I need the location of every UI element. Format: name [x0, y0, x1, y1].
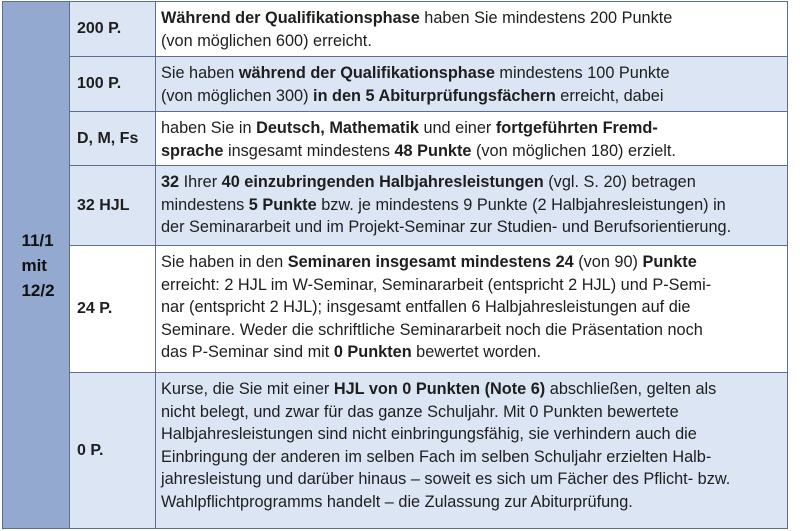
table-row — [70, 112, 787, 166]
text-line — [161, 171, 783, 194]
requirement-text — [156, 166, 787, 245]
text-segment: (von möglichen 180) erzielt. — [471, 141, 676, 160]
text-segment: Kurse, die Sie mit einer — [161, 380, 334, 398]
table-row — [70, 2, 787, 57]
requirement-text — [156, 112, 787, 165]
text-segment: abschließen, gelten als — [545, 380, 717, 398]
text-segment: nar (entspricht 2 HJL); insgesamt entfallen 6 Halbjahresleistungen auf die — [161, 298, 691, 316]
text-line — [161, 446, 783, 469]
text-segment: bewertet worden. — [411, 343, 542, 361]
bold-segment: Deutsch, Mathematik — [256, 119, 419, 137]
bold-segment: 48 Punkte — [394, 141, 472, 160]
text-line — [161, 341, 783, 364]
text-segment: (von möglichen 600) erreicht. — [161, 31, 372, 50]
text-segment: Einbringung der anderen im selben Fach im selben Schuljahr erzielten Halb- — [161, 447, 712, 466]
text-segment: Wahlpflichtprogramms handelt – die Zulassung zur Abiturprüfung. — [161, 492, 633, 511]
text-line — [161, 468, 783, 491]
text-segment: das P-Seminar sind mit — [161, 343, 334, 361]
table-row — [70, 166, 787, 246]
text-segment: insgesamt mindestens — [223, 141, 395, 160]
requirement-text — [156, 246, 787, 372]
text-segment: erreicht, dabei — [555, 86, 664, 105]
text-segment: Halbjahresleistungen sind nicht einbringungsfähig, sie verhindern auch die — [161, 425, 697, 443]
text-line — [161, 378, 783, 401]
requirement-key: 100 P. — [70, 57, 156, 111]
requirement-rows — [70, 2, 787, 528]
period-label — [17, 228, 54, 303]
text-line — [161, 274, 783, 297]
text-segment: mindestens 100 Punkte — [494, 64, 670, 82]
bold-segment: Punkte — [642, 253, 697, 271]
bold-segment: fortgeführten Fremd- — [495, 119, 658, 137]
table-row — [70, 57, 787, 112]
text-line — [161, 491, 783, 514]
text-segment: Seminare. Weder die schriftliche Seminararbeit noch die Präsentation noch — [161, 320, 703, 339]
requirement-key: D, M, Fs — [70, 112, 156, 165]
requirement-text — [156, 57, 787, 111]
text-line — [161, 85, 783, 108]
text-segment: Ihrer — [179, 173, 222, 191]
bold-segment: 5 Punkte — [248, 195, 317, 214]
requirement-key: 0 P. — [70, 373, 156, 528]
text-line — [161, 7, 783, 30]
text-segment: Sie haben — [161, 64, 239, 82]
text-line — [161, 30, 783, 53]
text-segment: erreicht: 2 HJL im W-Seminar, Seminararbeit (entspricht 2 HJL) und P-Semi- — [161, 275, 712, 294]
text-segment: (vgl. S. 20) betragen — [543, 173, 696, 191]
table-row — [70, 373, 787, 528]
text-segment: Sie haben in den — [161, 253, 288, 271]
bold-segment: Seminaren insgesamt mindestens 24 — [287, 253, 574, 271]
requirement-key: 32 HJL — [70, 166, 156, 245]
bold-segment: sprache — [161, 141, 224, 160]
text-segment: mindestens — [161, 195, 249, 214]
text-line — [161, 423, 783, 446]
text-segment: haben Sie in — [161, 119, 257, 137]
text-line — [161, 296, 783, 319]
period-label-line: 12/2 — [21, 280, 55, 300]
period-label-line: 11/1 — [21, 230, 54, 250]
bold-segment: 32 — [161, 173, 180, 191]
requirements-table — [2, 1, 788, 529]
text-segment: (von 90) — [573, 253, 643, 271]
requirement-key: 24 P. — [70, 246, 156, 372]
text-line — [161, 319, 783, 342]
text-segment: der Seminararbeit und im Projekt-Seminar zur Studien- und Berufsorientierung. — [161, 218, 732, 236]
text-line — [161, 401, 783, 424]
requirement-text — [156, 2, 787, 56]
text-segment: haben Sie mindestens 200 Punkte — [419, 9, 673, 27]
text-line — [161, 216, 783, 239]
table-row — [70, 246, 787, 373]
text-line — [161, 62, 783, 85]
text-line — [161, 194, 783, 217]
requirement-key: 200 P. — [70, 2, 156, 56]
period-label-line: mit — [21, 255, 47, 275]
bold-segment: während der Qualifikationsphase — [238, 64, 495, 82]
text-segment: bzw. je mindestens 9 Punkte (2 Halbjahresleistungen) in — [316, 195, 726, 214]
bold-segment: 40 einzubringenden Halbjahresleistungen — [221, 173, 544, 191]
bold-segment: 0 Punkten — [333, 343, 412, 361]
text-segment: jahresleistung und darüber hinaus – soweit es sich um Fächer des Pflicht- bzw. — [161, 470, 731, 488]
text-segment: und einer — [418, 119, 496, 137]
text-segment: nicht belegt, und zwar für das ganze Schuljahr. Mit 0 Punkten bewertete — [161, 402, 679, 421]
bold-segment: HJL von 0 Punkten (Note 6) — [333, 380, 546, 398]
text-segment: (von möglichen 300) — [161, 86, 314, 105]
requirement-text — [156, 373, 787, 528]
text-line — [161, 140, 783, 163]
text-line — [161, 117, 783, 140]
bold-segment: in den 5 Abiturprüfungsfächern — [313, 86, 556, 105]
text-line — [161, 251, 783, 274]
period-cell — [3, 2, 70, 528]
bold-segment: Während der Qualifikationsphase — [161, 9, 420, 27]
